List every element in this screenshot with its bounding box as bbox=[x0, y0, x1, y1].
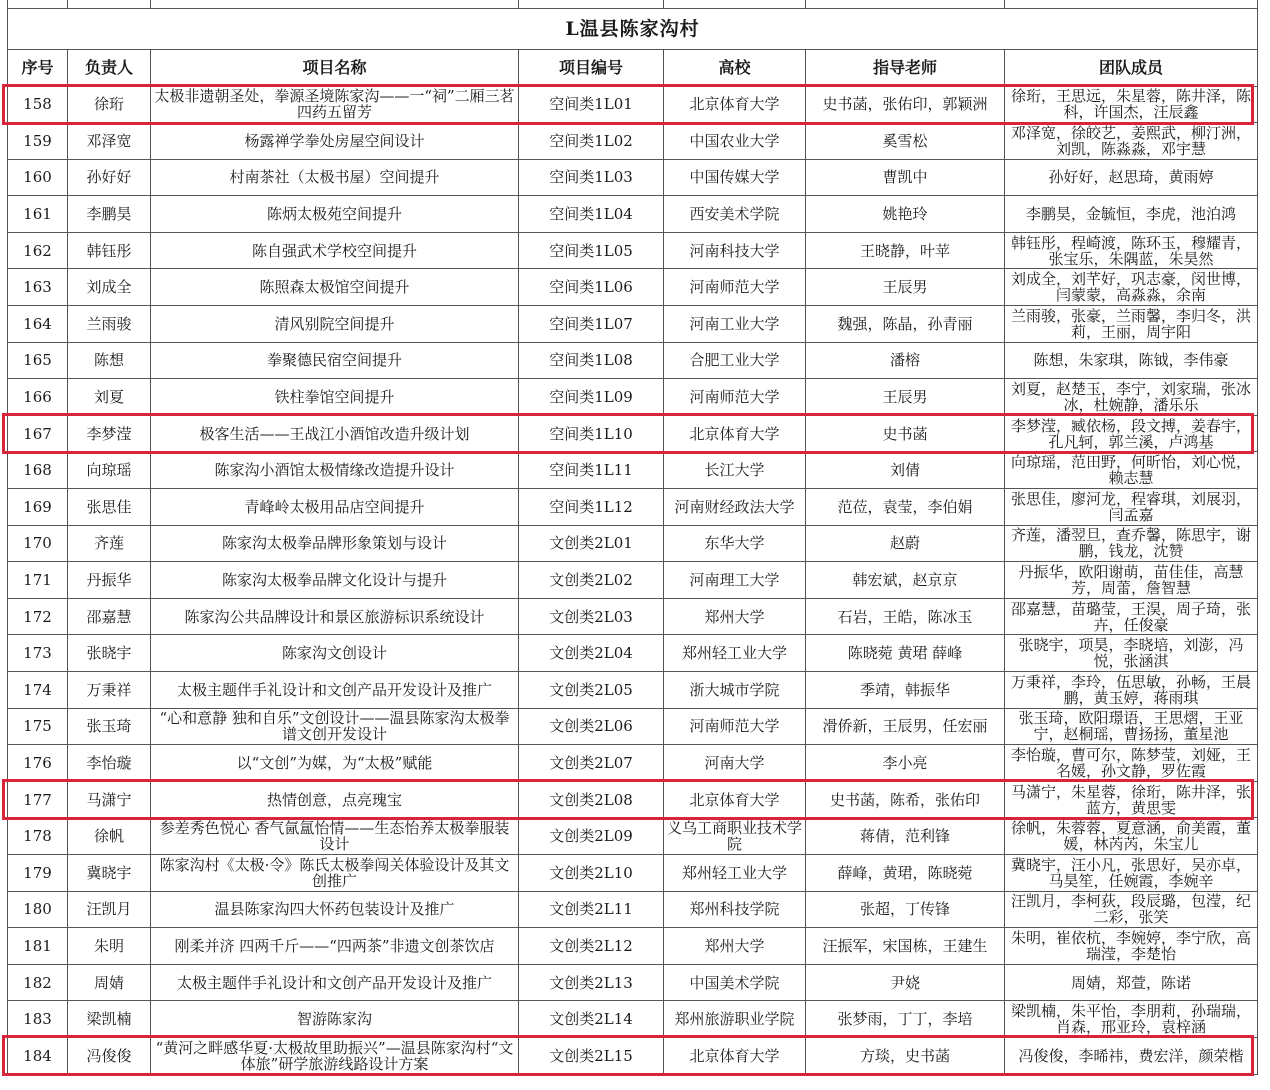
team-members-cell bbox=[1005, 86, 1258, 123]
school-cell: 西安美术学院 bbox=[664, 196, 806, 233]
team-members-cell-text: 刘成全，刘芊好，巩志豪，闵世博，闫蒙蒙，高淼淼，余南 bbox=[1010, 271, 1251, 304]
school-cell: 合肥工业大学 bbox=[664, 342, 806, 379]
team-members-cell-text: 李鹏昊，金毓恒，李虎，池泊鸿 bbox=[1025, 206, 1236, 223]
project-code-cell: 空间类1L08 bbox=[519, 342, 664, 379]
page-title: L温县陈家沟村 bbox=[8, 8, 1258, 49]
team-members-cell bbox=[1005, 525, 1258, 562]
leader-cell: 李鹏昊 bbox=[68, 196, 151, 233]
team-members-cell-text: 冀晓宇，汪小凡，张思好，吴亦卓，马昊笙，任婉霞，李婉辛 bbox=[1010, 856, 1251, 889]
project-name-cell-text: 陈家沟小酒馆太极情缘改造提升设计 bbox=[214, 462, 455, 479]
table-row bbox=[8, 818, 1258, 855]
team-members-cell-text: 周婧，郑萱，陈诺 bbox=[1070, 974, 1191, 991]
project-code-cell: 文创类2L08 bbox=[519, 781, 664, 818]
school-cell: 河南师范大学 bbox=[664, 379, 806, 416]
project-name-cell-text: 陈家沟村《太极·令》陈氏太极拳闯关体验设计及其文创推广 bbox=[159, 856, 510, 889]
table-row bbox=[8, 159, 1258, 196]
school-cell: 中国农业大学 bbox=[664, 123, 806, 160]
team-members-cell bbox=[1005, 379, 1258, 416]
leader-cell: 齐莲 bbox=[68, 525, 151, 562]
project-name-cell-text: 温县陈家沟四大怀药包装设计及推广 bbox=[214, 901, 455, 918]
team-members-cell bbox=[1005, 672, 1258, 709]
leader-cell: 兰雨骏 bbox=[68, 306, 151, 343]
school-cell: 郑州科技学院 bbox=[664, 891, 806, 928]
table-row bbox=[8, 928, 1258, 965]
team-members-cell-text: 邵嘉慧，苗璐莹，王淏，周子琦，张卉，任俊豪 bbox=[1010, 600, 1251, 633]
column-header: 项目名称 bbox=[151, 49, 519, 86]
team-members-cell-text: 朱明，崔依杭，李婉婷，李宁欣，高瑞滢，李楚怡 bbox=[1010, 929, 1251, 962]
project-name-cell-text: 陈自强武术学校空间提升 bbox=[251, 242, 417, 259]
team-members-cell bbox=[1005, 598, 1258, 635]
school-cell: 北京体育大学 bbox=[664, 415, 806, 452]
spreadsheet-sheet bbox=[7, 0, 1257, 1075]
team-members-cell bbox=[1005, 635, 1258, 672]
project-name-cell bbox=[151, 525, 519, 562]
project-name-cell bbox=[151, 598, 519, 635]
team-members-cell-text: 齐莲，潘翌旦，查乔馨，陈思宇，谢鹏，钱龙，沈赞 bbox=[1010, 527, 1251, 560]
team-members-cell-text: 刘夏，赵楚玉，李宁，刘家瑞，张冰冰，杜婉静，潘乐乐 bbox=[1010, 381, 1251, 414]
project-code-cell: 文创类2L01 bbox=[519, 525, 664, 562]
project-name-cell bbox=[151, 1037, 519, 1074]
table-row bbox=[8, 672, 1258, 709]
table-row bbox=[8, 452, 1258, 489]
project-name-cell-text: 太极主题伴手礼设计和文创产品开发设计及推广 bbox=[176, 681, 492, 698]
advisor-cell: 史书菡，张佑印，郭颖洲 bbox=[806, 86, 1005, 123]
row-number-cell: 177 bbox=[8, 781, 68, 818]
table-row bbox=[8, 86, 1258, 123]
table-row bbox=[8, 379, 1258, 416]
team-members-cell bbox=[1005, 306, 1258, 343]
advisor-cell: 韩宏斌，赵京京 bbox=[806, 562, 1005, 599]
row-number-cell: 163 bbox=[8, 269, 68, 306]
advisor-cell: 陈晓菀 黄珺 薛峰 bbox=[806, 635, 1005, 672]
team-members-cell-text: 陈想，朱家琪，陈钺，李伟豪 bbox=[1033, 352, 1229, 369]
team-members-cell bbox=[1005, 1001, 1258, 1038]
row-number-cell: 158 bbox=[8, 86, 68, 123]
column-header: 项目编号 bbox=[519, 49, 664, 86]
school-cell: 义乌工商职业技术学院 bbox=[664, 818, 806, 855]
school-cell: 郑州大学 bbox=[664, 928, 806, 965]
table-header-row bbox=[8, 49, 1258, 86]
table-row bbox=[8, 123, 1258, 160]
leader-cell: 周婧 bbox=[68, 964, 151, 1001]
row-number-cell: 166 bbox=[8, 379, 68, 416]
advisor-cell: 李小亮 bbox=[806, 745, 1005, 782]
team-members-cell-text: 向琼瑶，范田野，何昕怡，刘心悦，赖志慧 bbox=[1010, 454, 1251, 487]
project-name-cell bbox=[151, 232, 519, 269]
project-name-cell bbox=[151, 781, 519, 818]
project-name-cell bbox=[151, 306, 519, 343]
team-members-cell bbox=[1005, 415, 1258, 452]
project-code-cell: 文创类2L12 bbox=[519, 928, 664, 965]
team-members-cell-text: 张思佳，廖河龙，程睿琪，刘展羽，闫孟嘉 bbox=[1010, 490, 1251, 523]
leader-cell: 万秉祥 bbox=[68, 672, 151, 709]
table-row bbox=[8, 745, 1258, 782]
school-cell: 河南师范大学 bbox=[664, 269, 806, 306]
school-cell: 河南大学 bbox=[664, 745, 806, 782]
row-number-cell: 161 bbox=[8, 196, 68, 233]
advisor-cell: 汪振军，宋国栋，王建生 bbox=[806, 928, 1005, 965]
project-name-cell-text: 陈照森太极馆空间提升 bbox=[259, 279, 410, 296]
project-name-cell-text: 陈家沟公共品牌设计和景区旅游标识系统设计 bbox=[184, 608, 485, 625]
project-code-cell: 空间类1L03 bbox=[519, 159, 664, 196]
advisor-cell: 薛峰，黄珺，陈晓菀 bbox=[806, 854, 1005, 891]
project-name-cell-text: 参差秀色悦心 香气氤氲怡情——生态怡养太极拳服装设计 bbox=[159, 820, 510, 853]
leader-cell: 李怡璇 bbox=[68, 745, 151, 782]
table-row bbox=[8, 1037, 1258, 1074]
leader-cell: 李梦滢 bbox=[68, 415, 151, 452]
project-name-cell bbox=[151, 891, 519, 928]
leader-cell: 孙好好 bbox=[68, 159, 151, 196]
leader-cell: 冀晓宇 bbox=[68, 854, 151, 891]
project-name-cell-text: 刚柔并济 四两千斤——“四两茶”非遗文创茶饮店 bbox=[174, 937, 495, 954]
team-members-cell bbox=[1005, 1037, 1258, 1074]
project-name-cell-text: 热情创意，点亮瑰宝 bbox=[266, 791, 402, 808]
leader-cell: 马潇宁 bbox=[68, 781, 151, 818]
table-row bbox=[8, 196, 1258, 233]
project-code-cell: 空间类1L06 bbox=[519, 269, 664, 306]
advisor-cell: 史书菡，陈希，张佑印 bbox=[806, 781, 1005, 818]
row-number-cell: 159 bbox=[8, 123, 68, 160]
project-name-cell bbox=[151, 123, 519, 160]
row-number-cell: 172 bbox=[8, 598, 68, 635]
table-row bbox=[8, 708, 1258, 745]
project-name-cell bbox=[151, 159, 519, 196]
school-cell: 北京体育大学 bbox=[664, 1037, 806, 1074]
advisor-cell: 石岩，王皓，陈冰玉 bbox=[806, 598, 1005, 635]
column-header: 指导老师 bbox=[806, 49, 1005, 86]
project-code-cell: 空间类1L02 bbox=[519, 123, 664, 160]
team-members-cell-text: 丹振华，欧阳谢萌，苗佳佳，高慧芳，周蕾，詹智慧 bbox=[1018, 564, 1244, 597]
school-cell: 郑州旅游职业学院 bbox=[664, 1001, 806, 1038]
project-name-cell bbox=[151, 415, 519, 452]
project-name-cell bbox=[151, 86, 519, 123]
row-number-cell: 176 bbox=[8, 745, 68, 782]
advisor-cell: 魏强，陈晶，孙青丽 bbox=[806, 306, 1005, 343]
school-cell: 河南师范大学 bbox=[664, 708, 806, 745]
advisor-cell: 姚艳玲 bbox=[806, 196, 1005, 233]
row-number-cell: 174 bbox=[8, 672, 68, 709]
project-code-cell: 空间类1L12 bbox=[519, 489, 664, 526]
school-cell: 河南工业大学 bbox=[664, 306, 806, 343]
project-name-cell-text: 青峰岭太极用品店空间提升 bbox=[244, 498, 425, 515]
advisor-cell: 蒋倩，范利锋 bbox=[806, 818, 1005, 855]
team-members-cell-text: 徐帆，朱蓉蓉，夏意涵，俞美霞，董媛，林芮芮，朱宝儿 bbox=[1010, 820, 1251, 853]
project-code-cell: 文创类2L15 bbox=[519, 1037, 664, 1074]
team-members-cell-text: 马潇宁，朱星蓉，徐珩，陈井泽，张蓝方，黄思雯 bbox=[1010, 783, 1251, 816]
advisor-cell: 刘倩 bbox=[806, 452, 1005, 489]
project-code-cell: 空间类1L09 bbox=[519, 379, 664, 416]
row-number-cell: 178 bbox=[8, 818, 68, 855]
advisor-cell: 滑侨新，王辰男，任宏丽 bbox=[806, 708, 1005, 745]
leader-cell: 陈想 bbox=[68, 342, 151, 379]
table-row bbox=[8, 306, 1258, 343]
project-code-cell: 文创类2L11 bbox=[519, 891, 664, 928]
project-table bbox=[7, 0, 1258, 1075]
team-members-cell bbox=[1005, 964, 1258, 1001]
school-cell: 浙大城市学院 bbox=[664, 672, 806, 709]
leader-cell: 张晓宇 bbox=[68, 635, 151, 672]
project-name-cell bbox=[151, 672, 519, 709]
project-name-cell-text: 杨露禅学拳处房屋空间设计 bbox=[244, 132, 425, 149]
table-row bbox=[8, 854, 1258, 891]
row-number-cell: 164 bbox=[8, 306, 68, 343]
project-name-cell bbox=[151, 854, 519, 891]
team-members-cell bbox=[1005, 708, 1258, 745]
school-cell: 河南财经政法大学 bbox=[664, 489, 806, 526]
team-members-cell bbox=[1005, 854, 1258, 891]
advisor-cell: 范莅，袁莹，李伯娟 bbox=[806, 489, 1005, 526]
table-row bbox=[8, 598, 1258, 635]
leader-cell: 朱明 bbox=[68, 928, 151, 965]
row-number-cell: 179 bbox=[8, 854, 68, 891]
table-row bbox=[8, 525, 1258, 562]
team-members-cell bbox=[1005, 781, 1258, 818]
project-name-cell bbox=[151, 489, 519, 526]
table-row bbox=[8, 269, 1258, 306]
leader-cell: 丹振华 bbox=[68, 562, 151, 599]
school-cell: 长江大学 bbox=[664, 452, 806, 489]
team-members-cell bbox=[1005, 562, 1258, 599]
project-code-cell: 文创类2L10 bbox=[519, 854, 664, 891]
leader-cell: 韩钰彤 bbox=[68, 232, 151, 269]
advisor-cell: 张梦雨，丁丁，李培 bbox=[806, 1001, 1005, 1038]
advisor-cell: 王辰男 bbox=[806, 379, 1005, 416]
project-code-cell: 空间类1L04 bbox=[519, 196, 664, 233]
row-number-cell: 168 bbox=[8, 452, 68, 489]
leader-cell: 张思佳 bbox=[68, 489, 151, 526]
table-row bbox=[8, 342, 1258, 379]
team-members-cell-text: 李怡璇，曹可尔，陈梦莹，刘娅，王名媛，孙文静，罗佐霞 bbox=[1010, 746, 1251, 779]
advisor-cell: 赵蔚 bbox=[806, 525, 1005, 562]
project-code-cell: 文创类2L03 bbox=[519, 598, 664, 635]
team-members-cell bbox=[1005, 159, 1258, 196]
project-name-cell bbox=[151, 562, 519, 599]
team-members-cell-text: 汪凯月，李柯荻，段辰璐，包滢，纪二彩，张笑 bbox=[1010, 893, 1251, 926]
advisor-cell: 曹凯中 bbox=[806, 159, 1005, 196]
project-name-cell-text: 村南茶社（太极书屋）空间提升 bbox=[229, 169, 440, 186]
school-cell: 郑州大学 bbox=[664, 598, 806, 635]
school-cell: 河南理工大学 bbox=[664, 562, 806, 599]
leader-cell: 向琼瑶 bbox=[68, 452, 151, 489]
project-name-cell-text: 陈炳太极苑空间提升 bbox=[266, 206, 402, 223]
row-number-cell: 160 bbox=[8, 159, 68, 196]
project-name-cell bbox=[151, 635, 519, 672]
table-row bbox=[8, 232, 1258, 269]
team-members-cell bbox=[1005, 891, 1258, 928]
leader-cell: 刘成全 bbox=[68, 269, 151, 306]
team-members-cell bbox=[1005, 269, 1258, 306]
team-members-cell bbox=[1005, 123, 1258, 160]
project-code-cell: 文创类2L04 bbox=[519, 635, 664, 672]
project-name-cell-text: 太极非遗朝圣处，拳源圣境陈家沟——一“祠”二厢三茗四药五留芳 bbox=[154, 88, 515, 121]
table-row bbox=[8, 891, 1258, 928]
leader-cell: 梁凯楠 bbox=[68, 1001, 151, 1038]
leader-cell: 徐帆 bbox=[68, 818, 151, 855]
advisor-cell: 张超，丁传锋 bbox=[806, 891, 1005, 928]
project-code-cell: 文创类2L13 bbox=[519, 964, 664, 1001]
row-number-cell: 169 bbox=[8, 489, 68, 526]
advisor-cell: 潘榕 bbox=[806, 342, 1005, 379]
project-name-cell-text: 太极主题伴手礼设计和文创产品开发设计及推广 bbox=[176, 974, 492, 991]
table-row bbox=[8, 415, 1258, 452]
team-members-cell-text: 孙好好，赵思琦，黄雨婷 bbox=[1048, 169, 1214, 186]
row-number-cell: 173 bbox=[8, 635, 68, 672]
project-name-cell-text: 极客生活——王战江小酒馆改造升级计划 bbox=[199, 425, 470, 442]
row-number-cell: 184 bbox=[8, 1037, 68, 1074]
project-name-cell bbox=[151, 928, 519, 965]
team-members-cell-text: 韩钰彤，程崎渡，陈环玉，穆耀青，张宝乐，朱隅蓝，朱昊然 bbox=[1010, 234, 1251, 267]
row-number-cell: 183 bbox=[8, 1001, 68, 1038]
team-members-cell-text: 张晓宇，项昊，李晓培，刘澎，冯悦，张涵淇 bbox=[1018, 637, 1244, 670]
team-members-cell bbox=[1005, 196, 1258, 233]
advisor-cell: 王晓静，叶苹 bbox=[806, 232, 1005, 269]
project-code-cell: 文创类2L07 bbox=[519, 745, 664, 782]
project-name-cell-text: 清风别院空间提升 bbox=[274, 315, 395, 332]
table-body bbox=[8, 86, 1258, 1074]
project-code-cell: 空间类1L11 bbox=[519, 452, 664, 489]
row-number-cell: 175 bbox=[8, 708, 68, 745]
project-name-cell bbox=[151, 745, 519, 782]
project-name-cell-text: 陈家沟太极拳品牌形象策划与设计 bbox=[221, 535, 447, 552]
column-header: 团队成员 bbox=[1005, 49, 1258, 86]
project-name-cell bbox=[151, 708, 519, 745]
team-members-cell bbox=[1005, 232, 1258, 269]
advisor-cell: 史书菡 bbox=[806, 415, 1005, 452]
project-name-cell-text: “心和意静 独和自乐”文创设计——温县陈家沟太极拳谱文创开发设计 bbox=[159, 710, 510, 743]
project-name-cell bbox=[151, 818, 519, 855]
team-members-cell bbox=[1005, 818, 1258, 855]
team-members-cell-text: 张玉琦，欧阳璟语，王思熠，王亚宁，赵桐瑶，曹扬扬，董星池 bbox=[1018, 710, 1244, 743]
project-name-cell-text: 陈家沟太极拳品牌文化设计与提升 bbox=[221, 572, 447, 589]
team-members-cell-text: 冯俊俊，李晞祎，费宏洋，颜荣楷 bbox=[1018, 1047, 1244, 1064]
table-row bbox=[8, 635, 1258, 672]
row-number-cell: 181 bbox=[8, 928, 68, 965]
project-name-cell bbox=[151, 269, 519, 306]
school-cell: 北京体育大学 bbox=[664, 781, 806, 818]
school-cell: 郑州轻工业大学 bbox=[664, 635, 806, 672]
team-members-cell bbox=[1005, 745, 1258, 782]
project-name-cell-text: 拳聚德民宿空间提升 bbox=[266, 352, 402, 369]
leader-cell: 邓泽宽 bbox=[68, 123, 151, 160]
school-cell: 中国传媒大学 bbox=[664, 159, 806, 196]
leader-cell: 刘夏 bbox=[68, 379, 151, 416]
team-members-cell bbox=[1005, 928, 1258, 965]
school-cell: 北京体育大学 bbox=[664, 86, 806, 123]
school-cell: 东华大学 bbox=[664, 525, 806, 562]
project-name-cell bbox=[151, 196, 519, 233]
team-members-cell-text: 兰雨骏，张豪，兰雨馨，李归冬，洪莉，王丽，周宇阳 bbox=[1010, 307, 1251, 340]
project-name-cell bbox=[151, 1001, 519, 1038]
team-members-cell-text: 徐珩，王思远，朱星蓉，陈井泽，陈科，许国杰，汪辰鑫 bbox=[1010, 88, 1251, 121]
advisor-cell: 方琰，史书菡 bbox=[806, 1037, 1005, 1074]
table-row bbox=[8, 964, 1258, 1001]
row-number-cell: 180 bbox=[8, 891, 68, 928]
project-code-cell: 文创类2L14 bbox=[519, 1001, 664, 1038]
project-name-cell bbox=[151, 342, 519, 379]
row-number-cell: 165 bbox=[8, 342, 68, 379]
project-name-cell-text: 智游陈家沟 bbox=[296, 1011, 372, 1028]
leader-cell: 张玉琦 bbox=[68, 708, 151, 745]
project-code-cell: 文创类2L05 bbox=[519, 672, 664, 709]
table-row bbox=[8, 1001, 1258, 1038]
row-number-cell: 167 bbox=[8, 415, 68, 452]
team-members-cell-text: 梁凯楠，朱平怡，李朋莉，孙瑞瑞，肖森，邢亚玲，袁梓涵 bbox=[1010, 1003, 1251, 1036]
school-cell: 郑州轻工业大学 bbox=[664, 854, 806, 891]
project-code-cell: 空间类1L05 bbox=[519, 232, 664, 269]
project-code-cell: 文创类2L02 bbox=[519, 562, 664, 599]
project-name-cell bbox=[151, 452, 519, 489]
project-name-cell-text: “黄河之畔感华夏·太极故里助振兴”—温县陈家沟村“文体旅”研学旅游线路设计方案 bbox=[155, 1039, 514, 1072]
advisor-cell: 奚雪松 bbox=[806, 123, 1005, 160]
project-code-cell: 空间类1L01 bbox=[519, 86, 664, 123]
column-header: 序号 bbox=[8, 49, 68, 86]
table-row bbox=[8, 489, 1258, 526]
row-number-cell: 171 bbox=[8, 562, 68, 599]
project-name-cell bbox=[151, 379, 519, 416]
team-members-cell-text: 邓泽宽，徐皎艺，姜熙武，柳汀洲，刘凯，陈淼淼，邓宇慧 bbox=[1010, 124, 1251, 157]
row-number-cell: 162 bbox=[8, 232, 68, 269]
team-members-cell bbox=[1005, 342, 1258, 379]
project-name-cell-text: 铁柱拳馆空间提升 bbox=[274, 389, 395, 406]
advisor-cell: 尹娆 bbox=[806, 964, 1005, 1001]
advisor-cell: 季靖，韩振华 bbox=[806, 672, 1005, 709]
team-members-cell-text: 李梦滢，臧依杨，段文搏，姜春宇，孔凡轲，郭兰溪，卢鸿基 bbox=[1010, 417, 1251, 450]
project-code-cell: 空间类1L07 bbox=[519, 306, 664, 343]
leader-cell: 邵嘉慧 bbox=[68, 598, 151, 635]
row-number-cell: 170 bbox=[8, 525, 68, 562]
school-cell: 河南科技大学 bbox=[664, 232, 806, 269]
column-header: 负责人 bbox=[68, 49, 151, 86]
team-members-cell-text: 万秉祥，李玲，伍思敏，孙畅，王晨鹏，黄玉婷，蒋雨琪 bbox=[1010, 673, 1251, 706]
table-row bbox=[8, 781, 1258, 818]
table-row bbox=[8, 562, 1258, 599]
project-code-cell: 空间类1L10 bbox=[519, 415, 664, 452]
team-members-cell bbox=[1005, 452, 1258, 489]
column-header: 高校 bbox=[664, 49, 806, 86]
advisor-cell: 王辰男 bbox=[806, 269, 1005, 306]
school-cell: 中国美术学院 bbox=[664, 964, 806, 1001]
leader-cell: 汪凯月 bbox=[68, 891, 151, 928]
project-name-cell-text: 陈家沟文创设计 bbox=[281, 645, 387, 662]
project-code-cell: 文创类2L06 bbox=[519, 708, 664, 745]
row-number-cell: 182 bbox=[8, 964, 68, 1001]
team-members-cell bbox=[1005, 489, 1258, 526]
leader-cell: 徐珩 bbox=[68, 86, 151, 123]
project-name-cell-text: 以“文创”为媒，为“太极”赋能 bbox=[236, 754, 433, 771]
project-code-cell: 文创类2L09 bbox=[519, 818, 664, 855]
previous-section-edge bbox=[8, 0, 1258, 8]
project-name-cell bbox=[151, 964, 519, 1001]
leader-cell: 冯俊俊 bbox=[68, 1037, 151, 1074]
